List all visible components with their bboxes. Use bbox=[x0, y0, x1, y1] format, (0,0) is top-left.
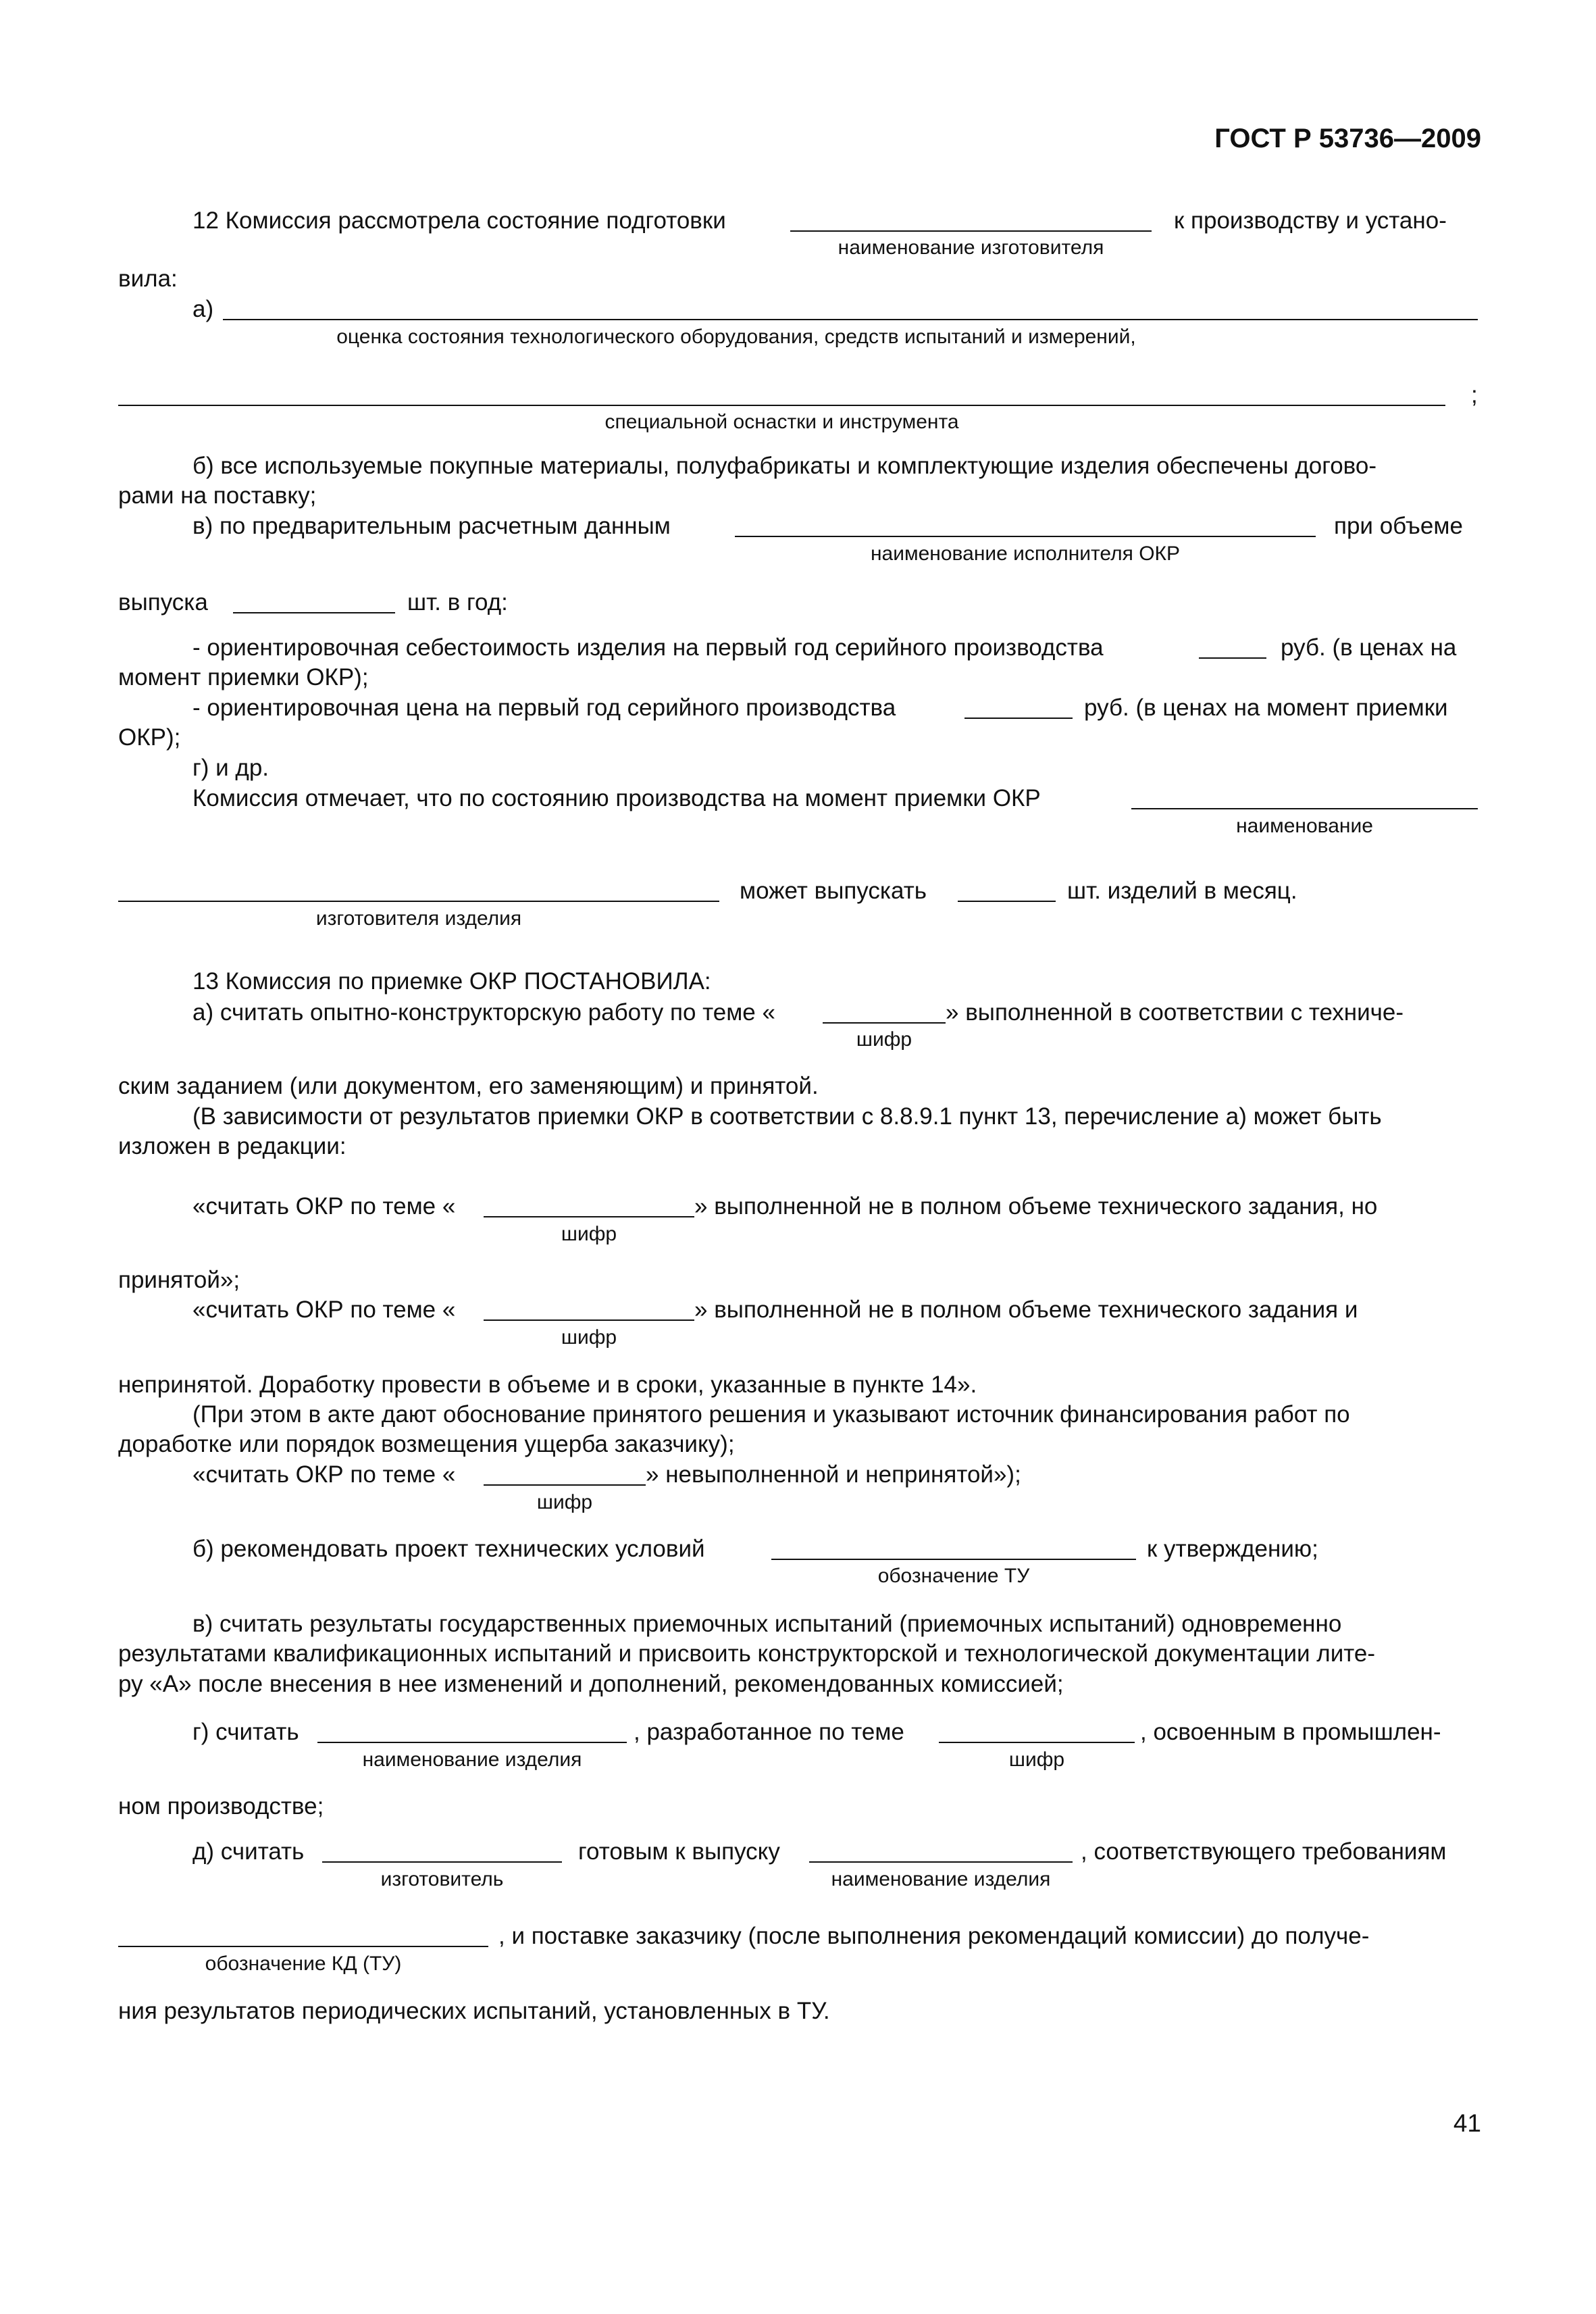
s13-last-line2: ния результатов периодических испытаний, установленных в ТУ. bbox=[118, 1998, 830, 2024]
item-v-text: в) по предварительным расчетным данным bbox=[192, 513, 671, 539]
item-v-end: при объеме bbox=[1334, 513, 1463, 539]
blank-cost[interactable] bbox=[1199, 657, 1266, 659]
caption-item-manufacturer: изготовителя изделия bbox=[315, 907, 522, 930]
s13-g-mid: , разработанное по теме bbox=[634, 1719, 904, 1745]
caption-kd: обозначение КД (ТУ) bbox=[205, 1953, 402, 1975]
page-number: 41 bbox=[1453, 2109, 1481, 2137]
s13-last-text: , и поставке заказчику (после выполнения рекомендаций комиссии) до получе- bbox=[498, 1923, 1370, 1949]
s12-intro-end: к производству и устано- bbox=[1174, 207, 1447, 234]
blank-tu[interactable] bbox=[771, 1559, 1136, 1560]
blank-maker[interactable] bbox=[322, 1861, 562, 1863]
cost-end: руб. (в ценах на bbox=[1281, 634, 1457, 661]
option2-line2: непринятой. Доработку провести в объеме и в сроки, указанные в пункте 14». bbox=[118, 1372, 977, 1398]
dependency-line1: (В зависимости от результатов приемки ОКР в соответствии с 8.8.9.1 пункт 13, перечисление а) может быть bbox=[192, 1103, 1382, 1130]
cost-text: - ориентировочная себестоимость изделия на первый год серийного производства bbox=[192, 634, 1104, 661]
s13-b-text: б) рекомендовать проект технических условий bbox=[192, 1536, 705, 1562]
s13-g-text: г) считать bbox=[192, 1719, 299, 1745]
item-b-line1: б) все используемые покупные материалы, полуфабрикаты и комплектующие изделия обеспечены догово- bbox=[192, 453, 1377, 479]
option1-line2: принятой»; bbox=[118, 1267, 240, 1293]
basis-line1: (При этом в акте дают обоснование принятого решения и указывают источник финансирования работ по bbox=[192, 1401, 1350, 1428]
blank-code-opt1[interactable] bbox=[484, 1216, 694, 1217]
s13-d-end: , соответствующего требованиям bbox=[1081, 1838, 1447, 1865]
caption-code-a: шифр bbox=[856, 1028, 912, 1051]
option1-text: «считать ОКР по теме « bbox=[192, 1193, 456, 1219]
blank-code-a[interactable] bbox=[823, 1022, 946, 1024]
s12-intro-cont: вила: bbox=[118, 266, 178, 292]
blank-item-manufacturer[interactable] bbox=[118, 901, 719, 902]
s13-v-line3: ру «А» после внесения в нее изменений и дополнений, рекомендованных комиссией; bbox=[118, 1671, 1064, 1697]
caption-name: наименование bbox=[1236, 815, 1373, 837]
s13-a-line2: ским заданием (или документом, его заменяющим) и принятой. bbox=[118, 1073, 819, 1099]
can-produce-end: шт. изделий в месяц. bbox=[1067, 878, 1297, 904]
blank-okr-executor[interactable] bbox=[735, 536, 1316, 537]
semicolon: ; bbox=[1471, 382, 1478, 408]
basis-line2: доработке или порядок возмещения ущерба заказчику); bbox=[118, 1431, 735, 1457]
option3-end: » невыполненной и непринятой»); bbox=[646, 1461, 1021, 1488]
s13-d-mid: готовым к выпуску bbox=[578, 1838, 780, 1865]
caption-code-g: шифр bbox=[1008, 1749, 1065, 1771]
option1-end: » выполненной не в полном объеме технического задания, но bbox=[694, 1193, 1378, 1219]
document-id: ГОСТ Р 53736—2009 bbox=[1214, 124, 1481, 153]
output-label: выпуска bbox=[118, 589, 208, 615]
option3-text: «считать ОКР по теме « bbox=[192, 1461, 456, 1488]
s13-title: 13 Комиссия по приемке ОКР ПОСТАНОВИЛА: bbox=[192, 968, 711, 995]
caption-tooling: специальной оснастки и инструмента bbox=[604, 411, 959, 433]
s13-v-line1: в) считать результаты государственных приемочных испытаний (приемочных испытаний) одновременно bbox=[192, 1611, 1342, 1637]
dependency-line2: изложен в редакции: bbox=[118, 1133, 346, 1159]
caption-okr-executor: наименование исполнителя ОКР bbox=[870, 543, 1181, 565]
caption-item-d: наименование изделия bbox=[831, 1868, 1051, 1890]
caption-item-g: наименование изделия bbox=[362, 1749, 582, 1771]
caption-equipment: оценка состояния технологического оборудования, средств испытаний и измерений, bbox=[336, 326, 1136, 348]
caption-maker: изготовитель bbox=[380, 1868, 504, 1890]
caption-code-opt1: шифр bbox=[561, 1223, 617, 1245]
price-line2: ОКР); bbox=[118, 724, 181, 751]
item-a-label: а) bbox=[192, 296, 214, 322]
price-end: руб. (в ценах на момент приемки bbox=[1084, 695, 1448, 721]
caption-code-opt2: шифр bbox=[561, 1326, 617, 1349]
blank-price[interactable] bbox=[964, 718, 1073, 719]
item-b-line2: рами на поставку; bbox=[118, 482, 317, 509]
blank-equipment-assessment[interactable] bbox=[223, 319, 1478, 320]
option2-end: » выполненной не в полном объеме технического задания и bbox=[694, 1297, 1358, 1323]
item-g: г) и др. bbox=[192, 755, 269, 781]
output-unit: шт. в год: bbox=[407, 589, 508, 615]
commission-note: Комиссия отмечает, что по состоянию производства на момент приемки ОКР bbox=[192, 785, 1041, 811]
blank-item-name-d[interactable] bbox=[809, 1861, 1073, 1863]
blank-kd[interactable] bbox=[118, 1946, 488, 1947]
blank-code-g[interactable] bbox=[939, 1742, 1135, 1743]
caption-manufacturer: наименование изготовителя bbox=[838, 236, 1104, 259]
caption-tu: обозначение ТУ bbox=[877, 1565, 1030, 1587]
s13-g-end: , освоенным в промышлен- bbox=[1140, 1719, 1441, 1745]
s13-v-line2: результатами квалификационных испытаний и присвоить конструкторской и технологической документации лите- bbox=[118, 1640, 1376, 1667]
caption-code-opt3: шифр bbox=[536, 1491, 593, 1513]
can-produce-text: может выпускать bbox=[740, 878, 927, 904]
blank-output-qty[interactable] bbox=[233, 612, 395, 613]
blank-item-name-g[interactable] bbox=[317, 1742, 627, 1743]
s13-d-text: д) считать bbox=[192, 1838, 305, 1865]
cost-line2: момент приемки ОКР); bbox=[118, 664, 369, 690]
blank-tooling[interactable] bbox=[118, 405, 1445, 406]
blank-manufacturer[interactable] bbox=[790, 230, 1152, 232]
s13-g-line2: ном производстве; bbox=[118, 1793, 324, 1819]
price-text: - ориентировочная цена на первый год серийного производства bbox=[192, 695, 896, 721]
blank-code-opt3[interactable] bbox=[484, 1484, 646, 1486]
s13-a-text: а) считать опытно-конструкторскую работу по теме « bbox=[192, 999, 775, 1026]
blank-monthly-qty[interactable] bbox=[958, 901, 1056, 902]
blank-name[interactable] bbox=[1131, 808, 1478, 809]
s12-intro: 12 Комиссия рассмотрела состояние подготовки bbox=[192, 207, 726, 234]
blank-code-opt2[interactable] bbox=[484, 1319, 694, 1321]
s13-a-end: » выполненной в соответствии с техниче- bbox=[946, 999, 1404, 1026]
s13-b-end: к утверждению; bbox=[1147, 1536, 1318, 1562]
option2-text: «считать ОКР по теме « bbox=[192, 1297, 456, 1323]
